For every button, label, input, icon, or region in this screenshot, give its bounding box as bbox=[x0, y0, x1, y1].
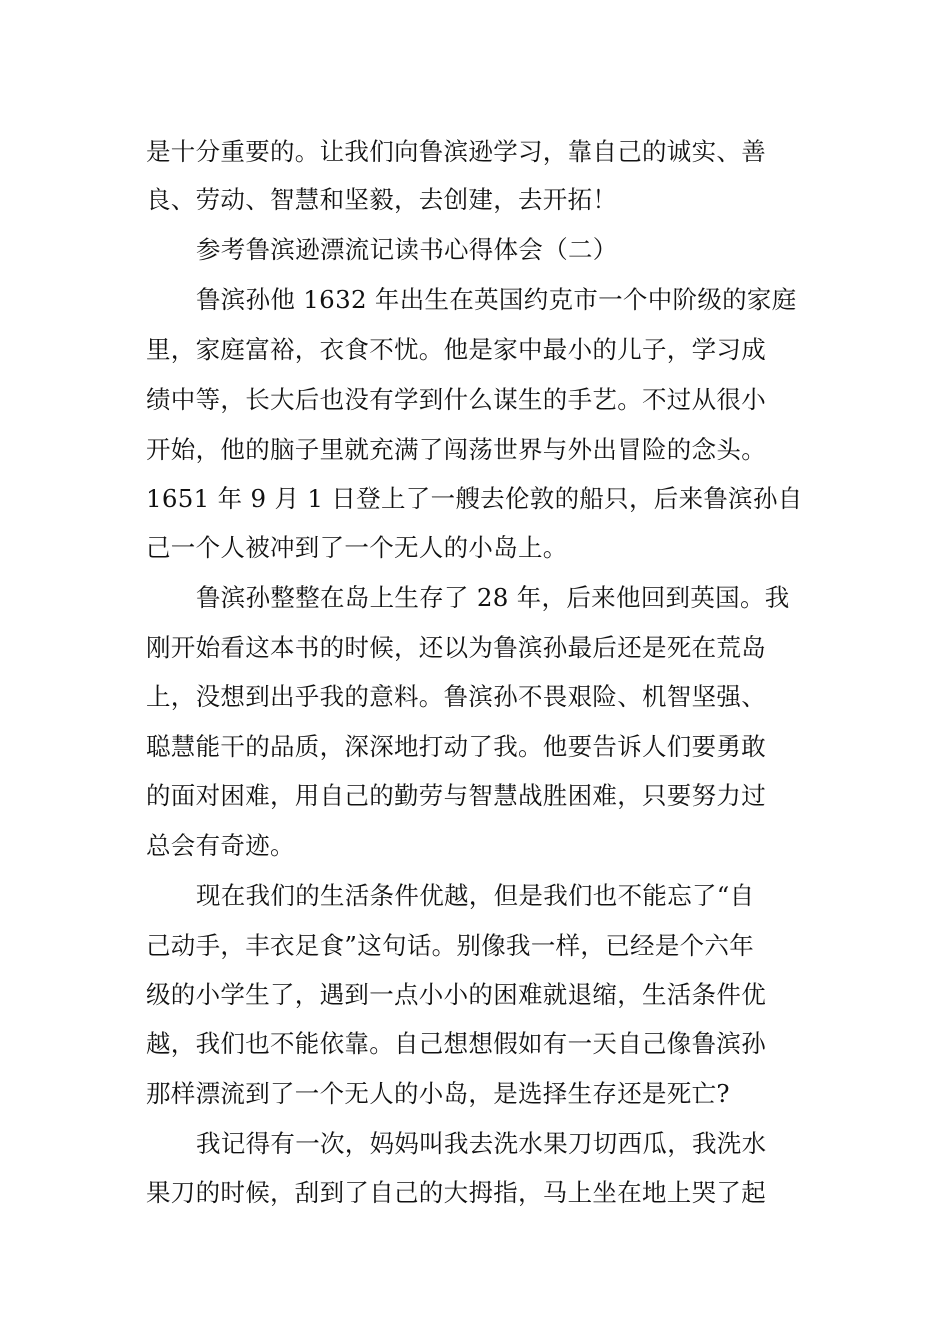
text-line: 己一个人被冲到了一个无人的小岛上。 bbox=[146, 533, 568, 562]
text-line: 良、劳动、智慧和坚毅，去创建，去开拓！ bbox=[146, 185, 618, 214]
text-line: 的面对困难，用自己的勤劳与智慧战胜困难，只要努力过 bbox=[146, 781, 766, 810]
text-line: 那样漂流到了一个无人的小岛，是选择生存还是死亡? bbox=[146, 1079, 730, 1108]
text-line: 果刀的时候，刮到了自己的大拇指，马上坐在地上哭了起 bbox=[146, 1178, 766, 1207]
text-line: 我记得有一次，妈妈叫我去洗水果刀切西瓜，我洗水 bbox=[196, 1129, 767, 1158]
text-line: 现在我们的生活条件优越，但是我们也不能忘了“自 bbox=[196, 881, 755, 910]
text-line: 聪慧能干的品质，深深地打动了我。他要告诉人们要勇敢 bbox=[146, 732, 766, 761]
text-line: 鲁滨孙整整在岛上生存了 28 年，后来他回到英国。我 bbox=[196, 583, 790, 612]
text-line: 绩中等，长大后也没有学到什么谋生的手艺。不过从很小 bbox=[146, 385, 766, 414]
text-line: 1651 年 9 月 1 日登上了一艘去伦敦的船只，后来鲁滨孙自 bbox=[146, 484, 803, 513]
text-line: 上，没想到出乎我的意料。鲁滨孙不畏艰险、机智坚强、 bbox=[146, 682, 766, 711]
text-line: 级的小学生了，遇到一点小小的困难就退缩，生活条件优 bbox=[146, 980, 766, 1009]
text-line: 越，我们也不能依靠。自己想想假如有一天自己像鲁滨孙 bbox=[146, 1029, 766, 1058]
text-line: 总会有奇迹。 bbox=[146, 831, 295, 860]
text-line: 开始，他的脑子里就充满了闯荡世界与外出冒险的念头。 bbox=[146, 435, 766, 464]
text-line: 刚开始看这本书的时候，还以为鲁滨孙最后还是死在荒岛 bbox=[146, 633, 766, 662]
text-line: 己动手，丰衣足食”这句话。别像我一样，已经是个六年 bbox=[146, 931, 755, 960]
text-line: 鲁滨孙他 1632 年出生在英国约克市一个中阶级的家庭 bbox=[196, 285, 797, 314]
text-line: 是十分重要的。让我们向鲁滨逊学习，靠自己的诚实、善 bbox=[146, 137, 766, 166]
text-line: 里，家庭富裕，衣食不忧。他是家中最小的儿子，学习成 bbox=[146, 335, 766, 364]
section-heading: 参考鲁滨逊漂流记读书心得体会（二） bbox=[196, 235, 618, 264]
